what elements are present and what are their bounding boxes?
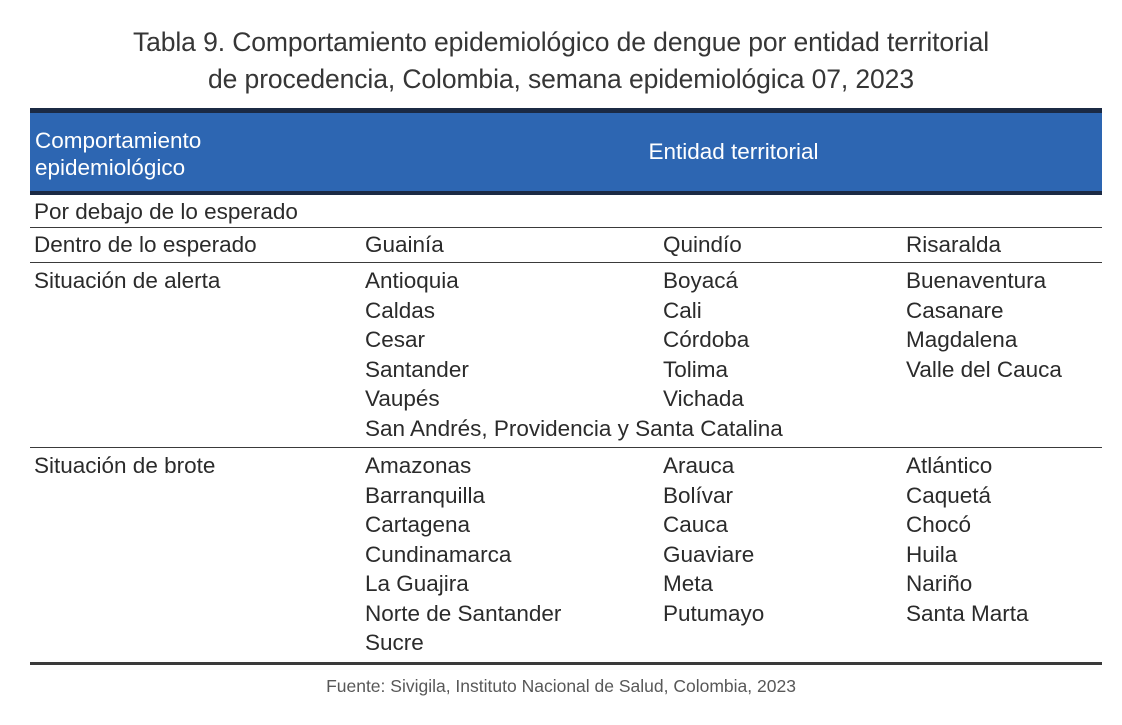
entity-name: Caquetá bbox=[906, 482, 992, 508]
entity-name: Guaviare bbox=[663, 541, 755, 567]
entity-name: Cartagena bbox=[365, 512, 471, 537]
entity-column-3 bbox=[906, 266, 1102, 414]
entity-name: Cali bbox=[663, 297, 702, 323]
entity-columns bbox=[365, 451, 1102, 658]
entity-name: Santa Marta bbox=[906, 600, 1029, 626]
table-row bbox=[30, 263, 1102, 448]
entity-column-3 bbox=[906, 230, 1102, 260]
entity-columns bbox=[365, 266, 1102, 414]
entity-column-1 bbox=[365, 230, 663, 260]
entity-columns bbox=[365, 230, 1102, 260]
entity-column-2 bbox=[663, 266, 906, 414]
entity-name: Huila bbox=[906, 541, 958, 567]
table-body bbox=[30, 195, 1102, 665]
entity-name: Sucre bbox=[365, 630, 424, 655]
entity-name: Norte de Santander bbox=[365, 600, 562, 626]
entity-name-spanning: San Andrés, Providencia y Santa Catalina bbox=[365, 415, 783, 441]
entity-name: Cauca bbox=[663, 512, 729, 537]
source-note: Fuente: Sivigila, Instituto Nacional de Salud, Colombia, 2023 bbox=[326, 676, 796, 696]
figure-title-line-2: de procedencia, Colombia, semana epidemiológica 07, 2023 bbox=[208, 64, 914, 94]
row-label: Por debajo de lo esperado bbox=[34, 199, 298, 224]
entity-name: Guainía bbox=[365, 232, 444, 257]
entity-name: Nariño bbox=[906, 571, 973, 596]
entity-name: Córdoba bbox=[663, 327, 750, 352]
row-label: Situación de alerta bbox=[34, 268, 221, 293]
entity-name: Barranquilla bbox=[365, 482, 486, 508]
epidemiological-behavior-table bbox=[30, 108, 1102, 665]
entity-name: Arauca bbox=[663, 453, 735, 478]
entity-column-3 bbox=[906, 451, 1102, 658]
entity-column-1 bbox=[365, 451, 663, 658]
entity-name: Vichada bbox=[663, 386, 744, 411]
entity-name: Santander bbox=[365, 356, 469, 382]
entity-name: Cundinamarca bbox=[365, 541, 512, 567]
entity-name: Casanare bbox=[906, 297, 1004, 323]
entity-name: Buenaventura bbox=[906, 268, 1047, 293]
figure-title-line-1: Tabla 9. Comportamiento epidemiológico de dengue por entidad territorial bbox=[132, 27, 990, 57]
entity-name: Risaralda bbox=[906, 232, 1002, 257]
entity-name: Putumayo bbox=[663, 600, 765, 626]
row-entities bbox=[365, 451, 1102, 658]
entity-name: Chocó bbox=[906, 512, 972, 537]
entity-name: La Guajira bbox=[365, 571, 469, 596]
column-header-behavior-line-2: epidemiológico bbox=[35, 155, 186, 180]
entity-name: Boyacá bbox=[663, 268, 739, 293]
column-header-entity: Entidad territorial bbox=[648, 139, 819, 164]
entity-name: Valle del Cauca bbox=[906, 356, 1062, 382]
figure-title bbox=[50, 24, 1072, 98]
row-entities bbox=[365, 266, 1102, 443]
entity-name: Atlántico bbox=[906, 453, 993, 478]
column-header-behavior bbox=[35, 127, 365, 181]
column-header-behavior-line-1: Comportamiento bbox=[35, 128, 202, 153]
entity-name: Caldas bbox=[365, 297, 436, 323]
entity-name: Tolima bbox=[663, 356, 729, 382]
row-entities bbox=[365, 230, 1102, 260]
entity-column-1 bbox=[365, 266, 663, 414]
entity-name: Vaupés bbox=[365, 386, 440, 411]
entity-name: Magdalena bbox=[906, 327, 1018, 352]
row-label: Dentro de lo esperado bbox=[34, 232, 257, 257]
table-row bbox=[30, 195, 1102, 228]
entity-name: Amazonas bbox=[365, 453, 472, 478]
entity-column-2 bbox=[663, 230, 906, 260]
entity-name: Antioquia bbox=[365, 268, 459, 293]
table-row bbox=[30, 448, 1102, 665]
entity-name: Bolívar bbox=[663, 482, 734, 508]
entity-name: Quindío bbox=[663, 232, 742, 257]
row-label: Situación de brote bbox=[34, 453, 216, 478]
table-row bbox=[30, 228, 1102, 263]
entity-name: Meta bbox=[663, 571, 714, 596]
table-header-row bbox=[30, 113, 1102, 195]
entity-name: Cesar bbox=[365, 327, 426, 352]
entity-column-2 bbox=[663, 451, 906, 658]
